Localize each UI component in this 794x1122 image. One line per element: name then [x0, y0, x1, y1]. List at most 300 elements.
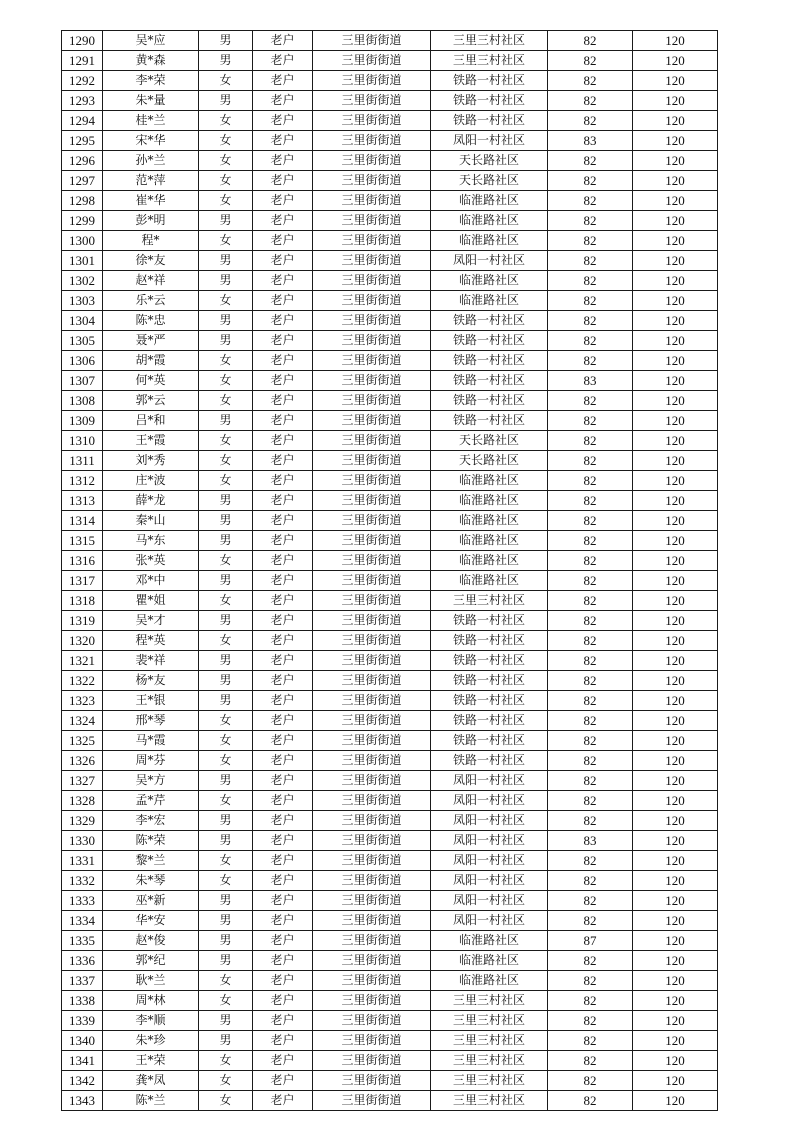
cell-index: 1313 — [62, 491, 103, 511]
cell-index: 1319 — [62, 611, 103, 631]
cell-household-type: 老户 — [253, 1011, 313, 1031]
cell-name: 华*安 — [103, 911, 199, 931]
cell-community: 天长路社区 — [431, 431, 548, 451]
cell-amount: 120 — [633, 1051, 718, 1071]
cell-household-type: 老户 — [253, 851, 313, 871]
cell-community: 铁路一村社区 — [431, 611, 548, 631]
cell-gender: 女 — [199, 231, 253, 251]
cell-street: 三里街街道 — [313, 651, 431, 671]
cell-street: 三里街街道 — [313, 531, 431, 551]
cell-index: 1309 — [62, 411, 103, 431]
cell-age: 82 — [548, 211, 633, 231]
cell-gender: 女 — [199, 1071, 253, 1091]
cell-amount: 120 — [633, 751, 718, 771]
cell-street: 三里街街道 — [313, 131, 431, 151]
cell-gender: 男 — [199, 571, 253, 591]
cell-household-type: 老户 — [253, 351, 313, 371]
cell-name: 范*萍 — [103, 171, 199, 191]
cell-amount: 120 — [633, 371, 718, 391]
cell-amount: 120 — [633, 71, 718, 91]
cell-household-type: 老户 — [253, 991, 313, 1011]
cell-age: 82 — [548, 991, 633, 1011]
cell-household-type: 老户 — [253, 591, 313, 611]
cell-amount: 120 — [633, 871, 718, 891]
cell-name: 王*荣 — [103, 1051, 199, 1071]
cell-household-type: 老户 — [253, 551, 313, 571]
cell-name: 赵*祥 — [103, 271, 199, 291]
cell-index: 1312 — [62, 471, 103, 491]
cell-amount: 120 — [633, 291, 718, 311]
cell-index: 1295 — [62, 131, 103, 151]
cell-name: 李*顺 — [103, 1011, 199, 1031]
cell-street: 三里街街道 — [313, 111, 431, 131]
cell-household-type: 老户 — [253, 291, 313, 311]
cell-age: 82 — [548, 351, 633, 371]
cell-name: 巫*新 — [103, 891, 199, 911]
table-row — [62, 711, 718, 731]
cell-street: 三里街街道 — [313, 1071, 431, 1091]
cell-age: 82 — [548, 911, 633, 931]
cell-street: 三里街街道 — [313, 611, 431, 631]
cell-gender: 男 — [199, 331, 253, 351]
cell-household-type: 老户 — [253, 791, 313, 811]
cell-age: 83 — [548, 371, 633, 391]
cell-age: 82 — [548, 651, 633, 671]
cell-street: 三里街街道 — [313, 1091, 431, 1111]
cell-age: 82 — [548, 471, 633, 491]
table-row — [62, 171, 718, 191]
cell-index: 1292 — [62, 71, 103, 91]
cell-name: 周*林 — [103, 991, 199, 1011]
cell-index: 1293 — [62, 91, 103, 111]
cell-index: 1325 — [62, 731, 103, 751]
cell-household-type: 老户 — [253, 531, 313, 551]
cell-amount: 120 — [633, 111, 718, 131]
cell-name: 瞿*姐 — [103, 591, 199, 611]
cell-street: 三里街街道 — [313, 211, 431, 231]
table-row — [62, 791, 718, 811]
cell-gender: 男 — [199, 91, 253, 111]
cell-gender: 男 — [199, 211, 253, 231]
cell-community: 三里三村社区 — [431, 1031, 548, 1051]
cell-name: 王*霞 — [103, 431, 199, 451]
cell-street: 三里街街道 — [313, 431, 431, 451]
cell-gender: 男 — [199, 911, 253, 931]
cell-name: 朱*量 — [103, 91, 199, 111]
cell-gender: 女 — [199, 71, 253, 91]
cell-community: 铁路一村社区 — [431, 671, 548, 691]
cell-household-type: 老户 — [253, 831, 313, 851]
cell-name: 郭*纪 — [103, 951, 199, 971]
cell-gender: 男 — [199, 311, 253, 331]
cell-index: 1290 — [62, 31, 103, 51]
cell-amount: 120 — [633, 811, 718, 831]
cell-street: 三里街街道 — [313, 371, 431, 391]
cell-index: 1299 — [62, 211, 103, 231]
cell-household-type: 老户 — [253, 891, 313, 911]
cell-amount: 120 — [633, 351, 718, 371]
cell-name: 耿*兰 — [103, 971, 199, 991]
cell-age: 82 — [548, 851, 633, 871]
cell-amount: 120 — [633, 231, 718, 251]
cell-amount: 120 — [633, 271, 718, 291]
cell-street: 三里街街道 — [313, 291, 431, 311]
table-row — [62, 151, 718, 171]
cell-household-type: 老户 — [253, 311, 313, 331]
cell-household-type: 老户 — [253, 651, 313, 671]
cell-household-type: 老户 — [253, 1071, 313, 1091]
cell-household-type: 老户 — [253, 471, 313, 491]
cell-community: 铁路一村社区 — [431, 391, 548, 411]
cell-gender: 女 — [199, 471, 253, 491]
cell-age: 82 — [548, 771, 633, 791]
table-row — [62, 191, 718, 211]
cell-amount: 120 — [633, 531, 718, 551]
cell-gender: 女 — [199, 351, 253, 371]
cell-street: 三里街街道 — [313, 791, 431, 811]
cell-name: 庄*波 — [103, 471, 199, 491]
cell-name: 陈*荣 — [103, 831, 199, 851]
cell-household-type: 老户 — [253, 571, 313, 591]
table-row — [62, 1051, 718, 1071]
cell-community: 三里三村社区 — [431, 31, 548, 51]
cell-age: 82 — [548, 531, 633, 551]
cell-amount: 120 — [633, 331, 718, 351]
cell-name: 黄*森 — [103, 51, 199, 71]
cell-gender: 女 — [199, 431, 253, 451]
cell-gender: 女 — [199, 291, 253, 311]
cell-household-type: 老户 — [253, 331, 313, 351]
cell-community: 临淮路社区 — [431, 491, 548, 511]
cell-age: 87 — [548, 931, 633, 951]
cell-gender: 男 — [199, 671, 253, 691]
table-row — [62, 1011, 718, 1031]
cell-index: 1331 — [62, 851, 103, 871]
cell-index: 1320 — [62, 631, 103, 651]
cell-index: 1322 — [62, 671, 103, 691]
cell-community: 三里三村社区 — [431, 991, 548, 1011]
cell-amount: 120 — [633, 391, 718, 411]
table-row — [62, 571, 718, 591]
cell-amount: 120 — [633, 171, 718, 191]
cell-street: 三里街街道 — [313, 31, 431, 51]
table-row — [62, 331, 718, 351]
cell-age: 82 — [548, 71, 633, 91]
cell-gender: 男 — [199, 771, 253, 791]
cell-street: 三里街街道 — [313, 491, 431, 511]
cell-index: 1302 — [62, 271, 103, 291]
cell-community: 凤阳一村社区 — [431, 811, 548, 831]
cell-amount: 120 — [633, 191, 718, 211]
cell-index: 1336 — [62, 951, 103, 971]
cell-amount: 120 — [633, 951, 718, 971]
cell-household-type: 老户 — [253, 411, 313, 431]
cell-gender: 女 — [199, 391, 253, 411]
cell-age: 82 — [548, 291, 633, 311]
cell-household-type: 老户 — [253, 951, 313, 971]
cell-amount: 120 — [633, 491, 718, 511]
cell-community: 天长路社区 — [431, 151, 548, 171]
table-row — [62, 831, 718, 851]
cell-index: 1303 — [62, 291, 103, 311]
cell-amount: 120 — [633, 511, 718, 531]
cell-amount: 120 — [633, 631, 718, 651]
cell-household-type: 老户 — [253, 131, 313, 151]
cell-household-type: 老户 — [253, 1031, 313, 1051]
cell-community: 临淮路社区 — [431, 511, 548, 531]
cell-household-type: 老户 — [253, 911, 313, 931]
cell-index: 1305 — [62, 331, 103, 351]
cell-street: 三里街街道 — [313, 951, 431, 971]
cell-age: 82 — [548, 951, 633, 971]
cell-street: 三里街街道 — [313, 471, 431, 491]
cell-community: 铁路一村社区 — [431, 351, 548, 371]
cell-name: 何*英 — [103, 371, 199, 391]
cell-age: 82 — [548, 811, 633, 831]
table-row — [62, 731, 718, 751]
cell-street: 三里街街道 — [313, 511, 431, 531]
table-row — [62, 991, 718, 1011]
data-table — [61, 30, 718, 1111]
cell-age: 82 — [548, 151, 633, 171]
cell-index: 1321 — [62, 651, 103, 671]
cell-gender: 男 — [199, 531, 253, 551]
cell-amount: 120 — [633, 671, 718, 691]
cell-age: 82 — [548, 111, 633, 131]
cell-age: 82 — [548, 451, 633, 471]
cell-age: 82 — [548, 271, 633, 291]
cell-community: 凤阳一村社区 — [431, 771, 548, 791]
cell-gender: 女 — [199, 971, 253, 991]
table-row — [62, 511, 718, 531]
cell-household-type: 老户 — [253, 231, 313, 251]
cell-index: 1294 — [62, 111, 103, 131]
cell-gender: 女 — [199, 791, 253, 811]
cell-street: 三里街街道 — [313, 331, 431, 351]
cell-age: 82 — [548, 591, 633, 611]
cell-age: 83 — [548, 131, 633, 151]
cell-household-type: 老户 — [253, 211, 313, 231]
cell-street: 三里街街道 — [313, 911, 431, 931]
cell-age: 82 — [548, 611, 633, 631]
table-row — [62, 211, 718, 231]
cell-community: 临淮路社区 — [431, 531, 548, 551]
cell-street: 三里街街道 — [313, 551, 431, 571]
cell-community: 铁路一村社区 — [431, 731, 548, 751]
cell-street: 三里街街道 — [313, 931, 431, 951]
cell-age: 82 — [548, 91, 633, 111]
cell-community: 天长路社区 — [431, 171, 548, 191]
cell-amount: 120 — [633, 711, 718, 731]
cell-community: 三里三村社区 — [431, 1071, 548, 1091]
cell-age: 82 — [548, 791, 633, 811]
cell-community: 临淮路社区 — [431, 231, 548, 251]
cell-household-type: 老户 — [253, 1051, 313, 1071]
table-row — [62, 851, 718, 871]
table-row — [62, 391, 718, 411]
table-row — [62, 1091, 718, 1111]
cell-street: 三里街街道 — [313, 71, 431, 91]
cell-community: 铁路一村社区 — [431, 331, 548, 351]
cell-age: 82 — [548, 631, 633, 651]
cell-street: 三里街街道 — [313, 591, 431, 611]
cell-community: 凤阳一村社区 — [431, 251, 548, 271]
cell-amount: 120 — [633, 211, 718, 231]
cell-gender: 女 — [199, 711, 253, 731]
table-row — [62, 671, 718, 691]
table-body — [62, 31, 718, 1111]
cell-index: 1338 — [62, 991, 103, 1011]
cell-household-type: 老户 — [253, 771, 313, 791]
cell-name: 黎*兰 — [103, 851, 199, 871]
cell-household-type: 老户 — [253, 451, 313, 471]
cell-name: 程*英 — [103, 631, 199, 651]
cell-gender: 男 — [199, 891, 253, 911]
cell-amount: 120 — [633, 891, 718, 911]
cell-community: 临淮路社区 — [431, 931, 548, 951]
cell-community: 三里三村社区 — [431, 51, 548, 71]
cell-name: 朱*琴 — [103, 871, 199, 891]
table-row — [62, 491, 718, 511]
cell-household-type: 老户 — [253, 151, 313, 171]
cell-household-type: 老户 — [253, 711, 313, 731]
cell-amount: 120 — [633, 651, 718, 671]
cell-age: 82 — [548, 31, 633, 51]
cell-street: 三里街街道 — [313, 751, 431, 771]
cell-street: 三里街街道 — [313, 871, 431, 891]
cell-household-type: 老户 — [253, 371, 313, 391]
table-row — [62, 811, 718, 831]
cell-name: 裴*祥 — [103, 651, 199, 671]
table-row — [62, 91, 718, 111]
cell-name: 吴*应 — [103, 31, 199, 51]
cell-community: 铁路一村社区 — [431, 751, 548, 771]
table-row — [62, 291, 718, 311]
cell-index: 1340 — [62, 1031, 103, 1051]
cell-name: 王*银 — [103, 691, 199, 711]
cell-gender: 女 — [199, 1091, 253, 1111]
cell-street: 三里街街道 — [313, 891, 431, 911]
cell-gender: 男 — [199, 491, 253, 511]
cell-age: 83 — [548, 831, 633, 851]
cell-street: 三里街街道 — [313, 451, 431, 471]
table-row — [62, 531, 718, 551]
cell-name: 刘*秀 — [103, 451, 199, 471]
cell-household-type: 老户 — [253, 71, 313, 91]
cell-gender: 女 — [199, 591, 253, 611]
cell-community: 铁路一村社区 — [431, 111, 548, 131]
cell-street: 三里街街道 — [313, 271, 431, 291]
cell-index: 1323 — [62, 691, 103, 711]
cell-age: 82 — [548, 971, 633, 991]
cell-gender: 男 — [199, 251, 253, 271]
cell-gender: 女 — [199, 631, 253, 651]
cell-household-type: 老户 — [253, 391, 313, 411]
table-row — [62, 311, 718, 331]
table-row — [62, 951, 718, 971]
cell-community: 三里三村社区 — [431, 1051, 548, 1071]
table-row — [62, 931, 718, 951]
cell-age: 82 — [548, 191, 633, 211]
cell-household-type: 老户 — [253, 811, 313, 831]
table-row — [62, 751, 718, 771]
cell-gender: 男 — [199, 951, 253, 971]
cell-amount: 120 — [633, 471, 718, 491]
cell-name: 孙*兰 — [103, 151, 199, 171]
cell-age: 82 — [548, 331, 633, 351]
cell-index: 1314 — [62, 511, 103, 531]
cell-household-type: 老户 — [253, 191, 313, 211]
cell-community: 铁路一村社区 — [431, 411, 548, 431]
cell-name: 陈*忠 — [103, 311, 199, 331]
cell-street: 三里街街道 — [313, 251, 431, 271]
cell-gender: 女 — [199, 871, 253, 891]
cell-amount: 120 — [633, 571, 718, 591]
cell-street: 三里街街道 — [313, 811, 431, 831]
cell-street: 三里街街道 — [313, 831, 431, 851]
cell-household-type: 老户 — [253, 91, 313, 111]
cell-street: 三里街街道 — [313, 731, 431, 751]
cell-amount: 120 — [633, 151, 718, 171]
cell-gender: 女 — [199, 551, 253, 571]
cell-household-type: 老户 — [253, 431, 313, 451]
cell-index: 1335 — [62, 931, 103, 951]
cell-household-type: 老户 — [253, 511, 313, 531]
cell-household-type: 老户 — [253, 171, 313, 191]
cell-index: 1333 — [62, 891, 103, 911]
cell-amount: 120 — [633, 1011, 718, 1031]
cell-street: 三里街街道 — [313, 971, 431, 991]
cell-street: 三里街街道 — [313, 411, 431, 431]
cell-name: 马*霞 — [103, 731, 199, 751]
cell-community: 临淮路社区 — [431, 271, 548, 291]
cell-index: 1308 — [62, 391, 103, 411]
cell-index: 1311 — [62, 451, 103, 471]
cell-community: 凤阳一村社区 — [431, 131, 548, 151]
cell-street: 三里街街道 — [313, 191, 431, 211]
table-row — [62, 251, 718, 271]
cell-amount: 120 — [633, 611, 718, 631]
cell-age: 82 — [548, 231, 633, 251]
cell-household-type: 老户 — [253, 111, 313, 131]
cell-amount: 120 — [633, 971, 718, 991]
cell-gender: 女 — [199, 851, 253, 871]
cell-name: 宋*华 — [103, 131, 199, 151]
cell-community: 凤阳一村社区 — [431, 851, 548, 871]
cell-name: 秦*山 — [103, 511, 199, 531]
cell-street: 三里街街道 — [313, 711, 431, 731]
table-row — [62, 451, 718, 471]
cell-community: 临淮路社区 — [431, 191, 548, 211]
cell-gender: 男 — [199, 511, 253, 531]
cell-name: 周*芬 — [103, 751, 199, 771]
cell-household-type: 老户 — [253, 931, 313, 951]
cell-community: 凤阳一村社区 — [431, 911, 548, 931]
cell-gender: 女 — [199, 451, 253, 471]
cell-gender: 女 — [199, 731, 253, 751]
cell-street: 三里街街道 — [313, 771, 431, 791]
cell-age: 82 — [548, 391, 633, 411]
cell-amount: 120 — [633, 451, 718, 471]
cell-gender: 男 — [199, 411, 253, 431]
cell-amount: 120 — [633, 31, 718, 51]
cell-age: 82 — [548, 691, 633, 711]
cell-household-type: 老户 — [253, 491, 313, 511]
cell-index: 1327 — [62, 771, 103, 791]
table-row — [62, 871, 718, 891]
cell-index: 1329 — [62, 811, 103, 831]
cell-index: 1337 — [62, 971, 103, 991]
